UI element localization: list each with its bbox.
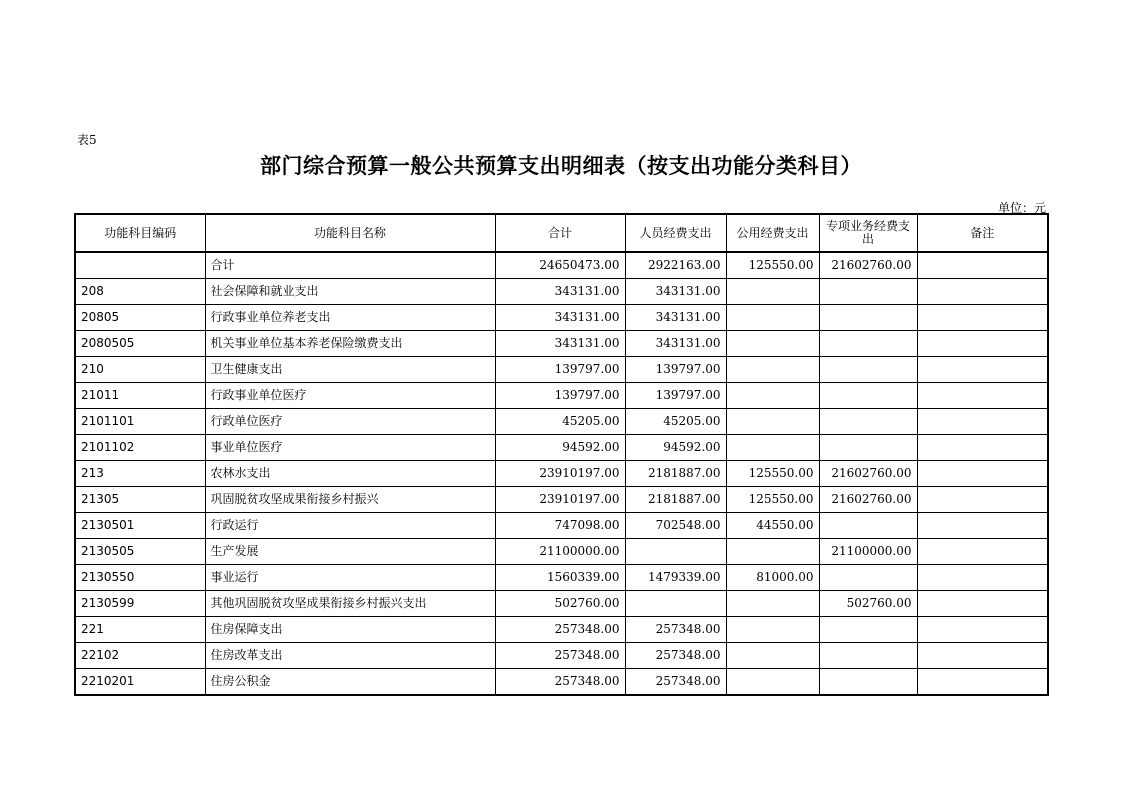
- cell-special: 21602760.00: [819, 487, 917, 513]
- unit-label: 单位：元: [997, 201, 1046, 215]
- cell-personnel: 1479339.00: [625, 565, 726, 591]
- cell-name: 住房保障支出: [205, 617, 495, 643]
- cell-code: 2210201: [75, 669, 205, 696]
- cell-remark: [917, 331, 1048, 357]
- cell-code: 2130501: [75, 513, 205, 539]
- cell-special: [819, 643, 917, 669]
- cell-name: 行政运行: [205, 513, 495, 539]
- table-row: [75, 643, 1048, 669]
- cell-special: 21100000.00: [819, 539, 917, 565]
- cell-remark: [917, 305, 1048, 331]
- header-remark: 备注: [917, 214, 1048, 252]
- cell-public: [726, 669, 819, 696]
- header-special: 专项业务经费支出: [819, 214, 917, 252]
- cell-code: 20805: [75, 305, 205, 331]
- table-row: [75, 539, 1048, 565]
- cell-name: 农林水支出: [205, 461, 495, 487]
- cell-name: 事业运行: [205, 565, 495, 591]
- cell-total: 23910197.00: [495, 487, 625, 513]
- cell-remark: [917, 669, 1048, 696]
- cell-code: 221: [75, 617, 205, 643]
- cell-code: [75, 252, 205, 279]
- cell-public: [726, 357, 819, 383]
- header-total: 合计: [495, 214, 625, 252]
- cell-total: 21100000.00: [495, 539, 625, 565]
- cell-special: [819, 279, 917, 305]
- table-row: [75, 669, 1048, 696]
- cell-personnel: 139797.00: [625, 357, 726, 383]
- cell-name: 行政单位医疗: [205, 409, 495, 435]
- cell-public: 44550.00: [726, 513, 819, 539]
- table-row: [75, 487, 1048, 513]
- table-row: [75, 305, 1048, 331]
- cell-personnel: 343131.00: [625, 305, 726, 331]
- cell-code: 208: [75, 279, 205, 305]
- cell-remark: [917, 357, 1048, 383]
- cell-public: [726, 305, 819, 331]
- cell-name: 生产发展: [205, 539, 495, 565]
- cell-special: [819, 383, 917, 409]
- table-row: [75, 331, 1048, 357]
- cell-personnel: 702548.00: [625, 513, 726, 539]
- cell-personnel: 45205.00: [625, 409, 726, 435]
- cell-personnel: 343131.00: [625, 279, 726, 305]
- cell-public: [726, 279, 819, 305]
- cell-remark: [917, 487, 1048, 513]
- cell-name: 住房公积金: [205, 669, 495, 696]
- cell-code: 2101101: [75, 409, 205, 435]
- cell-special: 21602760.00: [819, 252, 917, 279]
- cell-public: [726, 383, 819, 409]
- cell-remark: [917, 565, 1048, 591]
- cell-total: 94592.00: [495, 435, 625, 461]
- page-title: 部门综合预算一般公共预算支出明细表（按支出功能分类科目）: [260, 154, 862, 178]
- table-row: [75, 617, 1048, 643]
- table-row: [75, 461, 1048, 487]
- cell-special: [819, 331, 917, 357]
- cell-code: 22102: [75, 643, 205, 669]
- cell-code: 213: [75, 461, 205, 487]
- cell-special: [819, 513, 917, 539]
- cell-personnel: 2922163.00: [625, 252, 726, 279]
- cell-name: 其他巩固脱贫攻坚成果衔接乡村振兴支出: [205, 591, 495, 617]
- cell-total: 23910197.00: [495, 461, 625, 487]
- cell-remark: [917, 252, 1048, 279]
- cell-total: 343131.00: [495, 305, 625, 331]
- cell-total: 257348.00: [495, 617, 625, 643]
- cell-name: 机关事业单位基本养老保险缴费支出: [205, 331, 495, 357]
- cell-special: [819, 357, 917, 383]
- header-name: 功能科目名称: [205, 214, 495, 252]
- cell-personnel: 2181887.00: [625, 487, 726, 513]
- cell-remark: [917, 617, 1048, 643]
- cell-total: 747098.00: [495, 513, 625, 539]
- cell-personnel: 139797.00: [625, 383, 726, 409]
- cell-personnel: 343131.00: [625, 331, 726, 357]
- cell-public: [726, 643, 819, 669]
- cell-public: 81000.00: [726, 565, 819, 591]
- cell-special: [819, 565, 917, 591]
- cell-personnel: 257348.00: [625, 643, 726, 669]
- cell-remark: [917, 461, 1048, 487]
- cell-name: 行政事业单位医疗: [205, 383, 495, 409]
- cell-special: [819, 617, 917, 643]
- cell-special: 502760.00: [819, 591, 917, 617]
- cell-total: 502760.00: [495, 591, 625, 617]
- cell-personnel: 257348.00: [625, 617, 726, 643]
- cell-special: [819, 305, 917, 331]
- cell-public: [726, 435, 819, 461]
- cell-public: 125550.00: [726, 252, 819, 279]
- cell-code: 21305: [75, 487, 205, 513]
- cell-public: [726, 539, 819, 565]
- cell-code: 210: [75, 357, 205, 383]
- cell-special: [819, 669, 917, 696]
- cell-total: 257348.00: [495, 643, 625, 669]
- cell-code: 2080505: [75, 331, 205, 357]
- cell-total: 24650473.00: [495, 252, 625, 279]
- cell-public: 125550.00: [726, 461, 819, 487]
- cell-name: 卫生健康支出: [205, 357, 495, 383]
- cell-remark: [917, 383, 1048, 409]
- cell-public: [726, 331, 819, 357]
- cell-code: 2130505: [75, 539, 205, 565]
- cell-name: 行政事业单位养老支出: [205, 305, 495, 331]
- cell-remark: [917, 539, 1048, 565]
- cell-total: 45205.00: [495, 409, 625, 435]
- cell-code: 2130599: [75, 591, 205, 617]
- cell-public: [726, 591, 819, 617]
- cell-personnel: [625, 591, 726, 617]
- cell-public: [726, 617, 819, 643]
- cell-personnel: 257348.00: [625, 669, 726, 696]
- cell-remark: [917, 591, 1048, 617]
- cell-total: 139797.00: [495, 357, 625, 383]
- cell-name: 合计: [205, 252, 495, 279]
- cell-remark: [917, 513, 1048, 539]
- cell-personnel: 2181887.00: [625, 461, 726, 487]
- cell-special: 21602760.00: [819, 461, 917, 487]
- cell-code: 21011: [75, 383, 205, 409]
- table-header-row: [75, 214, 1048, 252]
- cell-total: 343131.00: [495, 331, 625, 357]
- table-row: [75, 383, 1048, 409]
- table-row: [75, 409, 1048, 435]
- cell-personnel: [625, 539, 726, 565]
- cell-code: 2101102: [75, 435, 205, 461]
- cell-special: [819, 409, 917, 435]
- cell-name: 社会保障和就业支出: [205, 279, 495, 305]
- cell-remark: [917, 643, 1048, 669]
- cell-code: 2130550: [75, 565, 205, 591]
- cell-name: 住房改革支出: [205, 643, 495, 669]
- table-row: [75, 565, 1048, 591]
- cell-name: 巩固脱贫攻坚成果衔接乡村振兴: [205, 487, 495, 513]
- table-number: 表5: [77, 133, 97, 147]
- cell-total: 1560339.00: [495, 565, 625, 591]
- cell-remark: [917, 409, 1048, 435]
- table-row: [75, 357, 1048, 383]
- cell-personnel: 94592.00: [625, 435, 726, 461]
- cell-total: 257348.00: [495, 669, 625, 696]
- cell-name: 事业单位医疗: [205, 435, 495, 461]
- table-row: [75, 435, 1048, 461]
- table-row: [75, 591, 1048, 617]
- cell-public: 125550.00: [726, 487, 819, 513]
- header-personnel: 人员经费支出: [625, 214, 726, 252]
- cell-special: [819, 435, 917, 461]
- table-row: [75, 513, 1048, 539]
- table-row: [75, 252, 1048, 279]
- header-public: 公用经费支出: [726, 214, 819, 252]
- header-code: 功能科目编码: [75, 214, 205, 252]
- cell-public: [726, 409, 819, 435]
- cell-remark: [917, 279, 1048, 305]
- table-row: [75, 279, 1048, 305]
- cell-total: 139797.00: [495, 383, 625, 409]
- budget-table: [74, 213, 1049, 696]
- cell-remark: [917, 435, 1048, 461]
- cell-total: 343131.00: [495, 279, 625, 305]
